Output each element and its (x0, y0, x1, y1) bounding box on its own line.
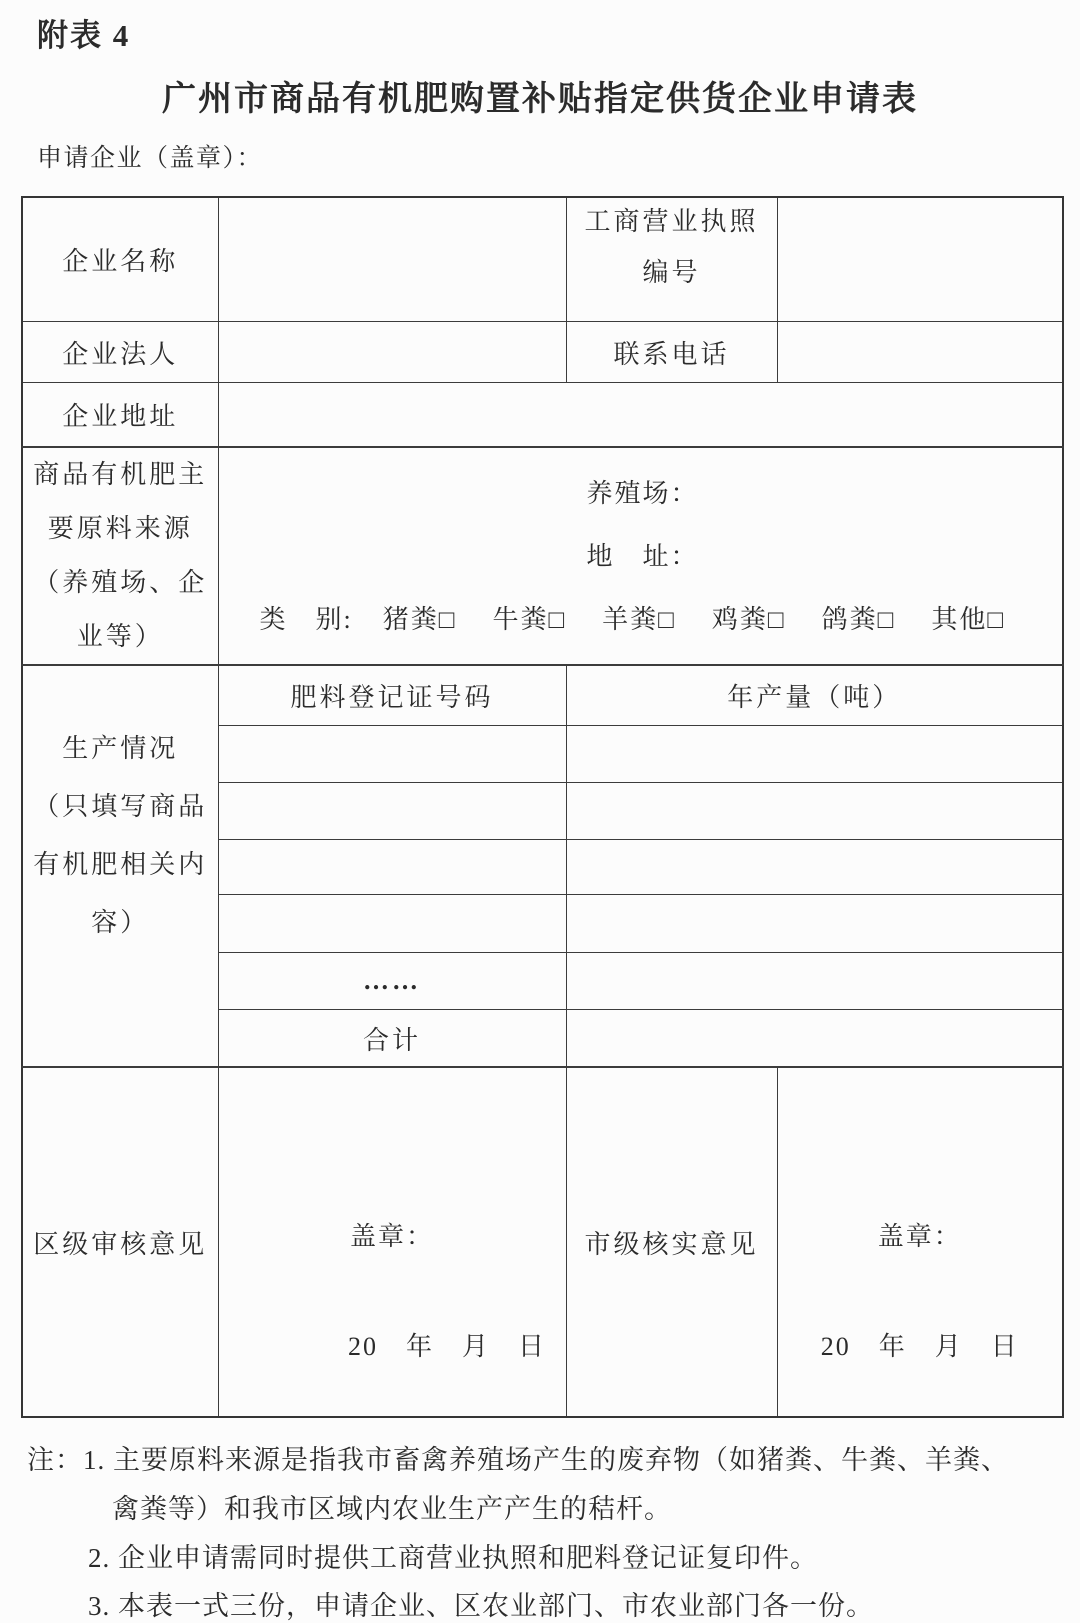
material-source-content (218, 447, 1063, 665)
production-label-line: 容） (91, 908, 150, 937)
checkbox-pigeon-manure[interactable]: 鸽粪□ (821, 604, 896, 634)
cert-no-field-4[interactable] (218, 895, 566, 953)
note-line-1: 注：1. 主要原料来源是指我市畜禽养殖场产生的废弃物（如猪粪、牛粪、羊粪、 (27, 1445, 1009, 1475)
page-title: 广州市商品有机肥购置补贴指定供货企业申请表 (162, 81, 918, 118)
business-license-no-label (566, 197, 777, 322)
company-name-label: 企业名称 (22, 197, 218, 322)
business-license-no-label-line2: 编号 (642, 257, 701, 287)
material-source-label (22, 447, 218, 665)
checkbox-pig-manure[interactable]: 猪粪□ (382, 604, 457, 634)
district-review-label: 区级审核意见 (22, 1067, 218, 1417)
legal-person-label: 企业法人 (22, 322, 218, 383)
annual-output-field-more[interactable] (566, 953, 1063, 1010)
annual-output-field-1[interactable] (566, 726, 1063, 783)
business-license-no-field[interactable] (777, 197, 1063, 322)
production-label-line: （只填写商品 (33, 792, 208, 821)
fertilizer-cert-no-header: 肥料登记证号码 (218, 665, 566, 726)
category-row (219, 588, 1063, 651)
material-source-label-line: 业等） (76, 622, 164, 651)
annual-output-field-3[interactable] (566, 840, 1063, 895)
cert-no-field-1[interactable] (218, 726, 566, 783)
note-line-3: 2. 企业申请需同时提供工商营业执照和肥料登记证复印件。 (88, 1543, 818, 1573)
annual-output-total-field[interactable] (566, 1010, 1063, 1068)
checkbox-other[interactable]: 其他□ (931, 604, 1006, 634)
city-date-line: 20 年 月 日 (820, 1332, 1019, 1361)
city-review-label: 市级核实意见 (566, 1067, 777, 1417)
business-license-no-label-line1: 工商营业执照 (584, 206, 759, 236)
note-line-2: 禽粪等）和我市区域内农业生产产生的秸杆。 (112, 1494, 672, 1524)
company-address-field[interactable] (218, 383, 1063, 448)
company-address-label: 企业地址 (22, 383, 218, 448)
district-date-line: 20 年 月 日 (347, 1332, 546, 1361)
material-source-label-line: 商品有机肥主 (33, 460, 208, 489)
checkbox-sheep-manure[interactable]: 羊粪□ (602, 604, 676, 634)
appendix-tag: 附表 4 (37, 18, 131, 53)
city-review-cell[interactable] (777, 1067, 1063, 1417)
material-source-label-line: 要原料来源 (47, 514, 193, 543)
annual-output-header: 年产量（吨） (566, 665, 1063, 726)
ellipsis-row-label: …… (218, 953, 566, 1010)
production-label-line: 有机肥相关内 (33, 850, 208, 879)
note-line-4: 3. 本表一式三份，申请企业、区农业部门、市农业部门各一份。 (88, 1591, 874, 1621)
district-review-cell[interactable] (218, 1067, 566, 1417)
company-name-field[interactable] (218, 197, 566, 322)
contact-phone-label: 联系电话 (566, 322, 777, 383)
total-row-label: 合计 (218, 1010, 566, 1068)
cert-no-field-3[interactable] (218, 840, 566, 895)
legal-person-field[interactable] (218, 322, 566, 383)
annual-output-field-2[interactable] (566, 783, 1063, 840)
annual-output-field-4[interactable] (566, 895, 1063, 953)
district-seal-label: 盖章： (349, 1222, 434, 1251)
cert-no-field-2[interactable] (218, 783, 566, 840)
applicant-seal-label: 申请企业（盖章）： (37, 145, 264, 172)
production-section-label (22, 665, 218, 1067)
application-table (21, 196, 1064, 1418)
farm-address-field[interactable]: 地 址： (586, 541, 699, 571)
checkbox-cow-manure[interactable]: 牛粪□ (492, 604, 567, 634)
contact-phone-field[interactable] (777, 322, 1063, 383)
production-label-line: 生产情况 (62, 734, 179, 763)
farm-name-field[interactable]: 养殖场： (586, 478, 699, 508)
checkbox-chicken-manure[interactable]: 鸡粪□ (711, 604, 786, 634)
city-seal-label: 盖章： (877, 1222, 962, 1251)
category-label: 类 别: (259, 604, 353, 634)
material-source-label-line: （养殖场、企 (33, 568, 208, 597)
